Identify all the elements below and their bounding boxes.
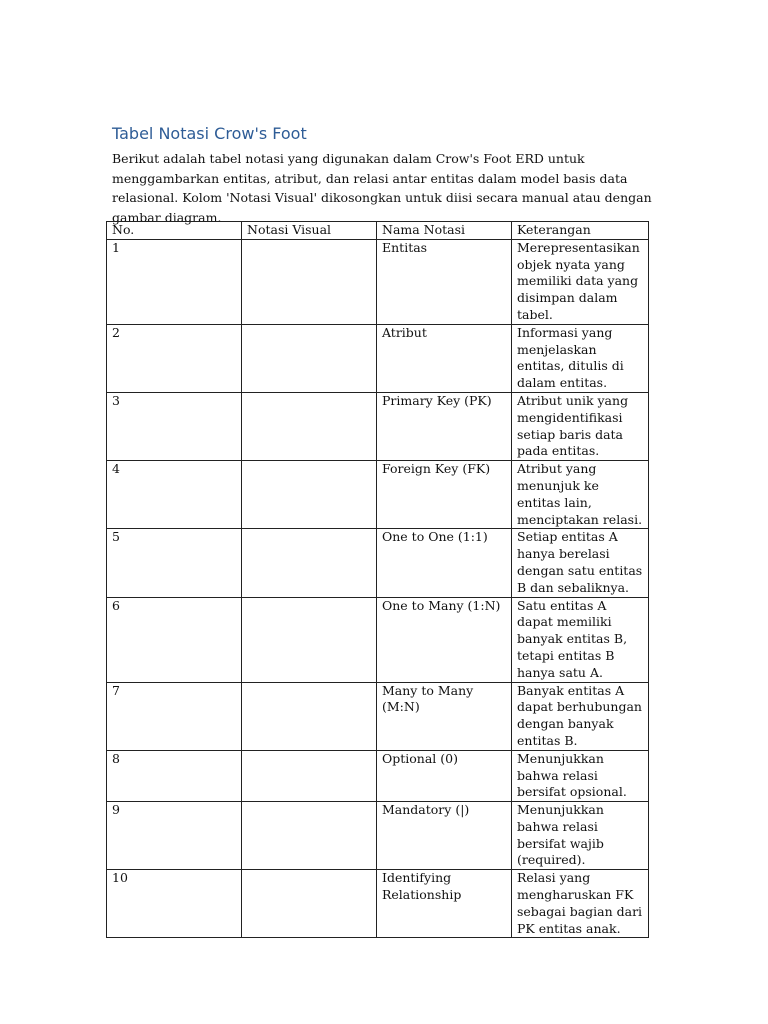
cell-name: Mandatory (|) bbox=[377, 802, 512, 870]
cell-name: One to One (1:1) bbox=[377, 529, 512, 597]
table-row bbox=[107, 461, 649, 529]
cell-visual bbox=[242, 239, 377, 324]
cell-name: Foreign Key (FK) bbox=[377, 461, 512, 529]
cell-visual bbox=[242, 324, 377, 392]
cell-no: 1 bbox=[107, 239, 242, 324]
cell-desc: Menunjukkan bahwa relasi bersifat wajib (required). bbox=[512, 802, 649, 870]
cell-desc: Relasi yang mengharuskan FK sebagai bagian dari PK entitas anak. bbox=[512, 870, 649, 938]
cell-desc: Satu entitas A dapat memiliki banyak entitas B, tetapi entitas B hanya satu A. bbox=[512, 597, 649, 682]
cell-name: Identifying Relationship bbox=[377, 870, 512, 938]
cell-visual bbox=[242, 392, 377, 460]
cell-no: 10 bbox=[107, 870, 242, 938]
cell-visual bbox=[242, 597, 377, 682]
cell-no: 8 bbox=[107, 750, 242, 801]
table-row bbox=[107, 239, 649, 324]
cell-desc: Atribut unik yang mengidentifikasi setiap baris data pada entitas. bbox=[512, 392, 649, 460]
cell-name: Optional (0) bbox=[377, 750, 512, 801]
document-title: Tabel Notasi Crow's Foot bbox=[112, 124, 307, 143]
cell-no: 2 bbox=[107, 324, 242, 392]
cell-name: Many to Many (M:N) bbox=[377, 682, 512, 750]
table-row bbox=[107, 324, 649, 392]
table-row bbox=[107, 870, 649, 938]
cell-visual bbox=[242, 682, 377, 750]
cell-desc: Merepresentasikan objek nyata yang memiliki data yang disimpan dalam tabel. bbox=[512, 239, 649, 324]
cell-no: 7 bbox=[107, 682, 242, 750]
table-row bbox=[107, 750, 649, 801]
header-visual: Notasi Visual bbox=[242, 222, 377, 240]
cell-visual bbox=[242, 870, 377, 938]
cell-visual bbox=[242, 802, 377, 870]
cell-desc: Menunjukkan bahwa relasi bersifat opsional. bbox=[512, 750, 649, 801]
cell-name: One to Many (1:N) bbox=[377, 597, 512, 682]
table-row bbox=[107, 802, 649, 870]
cell-no: 4 bbox=[107, 461, 242, 529]
cell-name: Entitas bbox=[377, 239, 512, 324]
table-row bbox=[107, 682, 649, 750]
cell-visual bbox=[242, 750, 377, 801]
cell-desc: Atribut yang menunjuk ke entitas lain, menciptakan relasi. bbox=[512, 461, 649, 529]
cell-name: Primary Key (PK) bbox=[377, 392, 512, 460]
cell-no: 6 bbox=[107, 597, 242, 682]
header-desc: Keterangan bbox=[512, 222, 649, 240]
header-name: Nama Notasi bbox=[377, 222, 512, 240]
cell-visual bbox=[242, 461, 377, 529]
cell-desc: Banyak entitas A dapat berhubungan dengan banyak entitas B. bbox=[512, 682, 649, 750]
cell-no: 3 bbox=[107, 392, 242, 460]
cell-desc: Setiap entitas A hanya berelasi dengan satu entitas B dan sebaliknya. bbox=[512, 529, 649, 597]
cell-desc: Informasi yang menjelaskan entitas, ditulis di dalam entitas. bbox=[512, 324, 649, 392]
cell-name: Atribut bbox=[377, 324, 512, 392]
notation-table bbox=[106, 221, 649, 938]
table-header-row bbox=[107, 222, 649, 240]
header-no: No. bbox=[107, 222, 242, 240]
table-row bbox=[107, 597, 649, 682]
intro-paragraph: Berikut adalah tabel notasi yang digunakan dalam Crow's Foot ERD untuk menggambarkan entitas, atribut, dan relasi antar entitas dalam model basis data relasional. Kolom 'Notasi Visual' dikosongkan untuk diisi secara manual atau dengan gambar diagram. bbox=[112, 151, 652, 225]
table-row bbox=[107, 529, 649, 597]
cell-visual bbox=[242, 529, 377, 597]
cell-no: 5 bbox=[107, 529, 242, 597]
cell-no: 9 bbox=[107, 802, 242, 870]
table-row bbox=[107, 392, 649, 460]
